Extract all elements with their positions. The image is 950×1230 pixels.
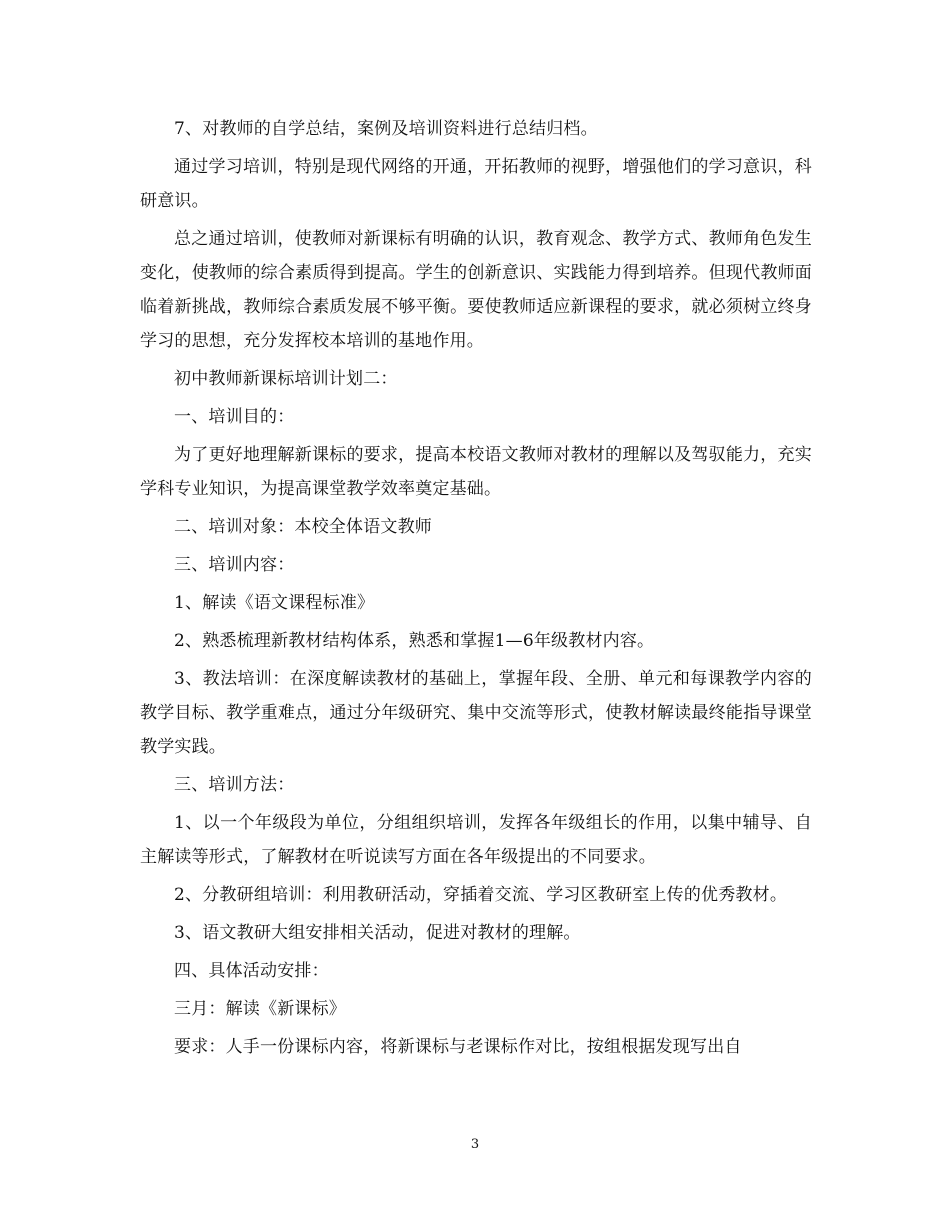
section-heading: 四、具体活动安排： <box>174 961 329 981</box>
page-number: 3 <box>470 1137 480 1152</box>
paragraph: 三月：解读《新课标》 <box>174 999 346 1019</box>
section-heading: 初中教师新课标培训计划二： <box>174 369 398 389</box>
section-heading: 二、培训对象：本校全体语文教师 <box>174 517 432 537</box>
section-heading: 三、培训内容： <box>174 555 295 575</box>
document-body <box>140 112 812 1068</box>
section-heading: 三、培训方法： <box>174 775 295 795</box>
list-item: 1、以一个年级段为单位，分组组织培训，发挥各年级组长的作用，以集中辅导、自主解读等形式，了解教材在听说读写方面在各年级提出的不同要求。 <box>140 813 812 867</box>
section-heading: 一、培训目的： <box>174 407 295 427</box>
paragraph: 总之通过培训，使教师对新课标有明确的认识，教育观念、教学方式、教师角色发生变化，使教师的综合素质得到提高。学生的创新意识、实践能力得到培养。但现代教师面临着新挑战，教师综合素质发展不够平衡。要使教师适应新课程的要求，就必须树立终身学习的思想，充分发挥校本培训的基地作用。 <box>140 229 812 351</box>
list-item: 2、分教研组培训：利用教研活动，穿插着交流、学习区教研室上传的优秀教材。 <box>174 885 788 905</box>
paragraph: 要求：人手一份课标内容，将新课标与老课标作对比，按组根据发现写出自 <box>174 1037 742 1057</box>
list-item: 1、解读《语文课程标准》 <box>174 593 375 613</box>
paragraph: 通过学习培训，特别是现代网络的开通，开拓教师的视野，增强他们的学习意识，科研意识。 <box>140 157 812 211</box>
paragraph: 为了更好地理解新课标的要求，提高本校语文教师对教材的理解以及驾驭能力，充实学科专业知识，为提高课堂教学效率奠定基础。 <box>140 445 812 499</box>
list-item: 3、教法培训：在深度解读教材的基础上，掌握年段、全册、单元和每课教学内容的教学目标、教学重难点，通过分年级研究、集中交流等形式，使教材解读最终能指导课堂教学实践。 <box>140 669 812 757</box>
paragraph: 7、对教师的自学总结，案例及培训资料进行总结归档。 <box>174 119 598 139</box>
list-item: 2、熟悉梳理新教材结构体系，熟悉和掌握1—6年级教材内容。 <box>174 631 655 651</box>
list-item: 3、语文教研大组安排相关活动，促进对教材的理解。 <box>174 923 581 943</box>
